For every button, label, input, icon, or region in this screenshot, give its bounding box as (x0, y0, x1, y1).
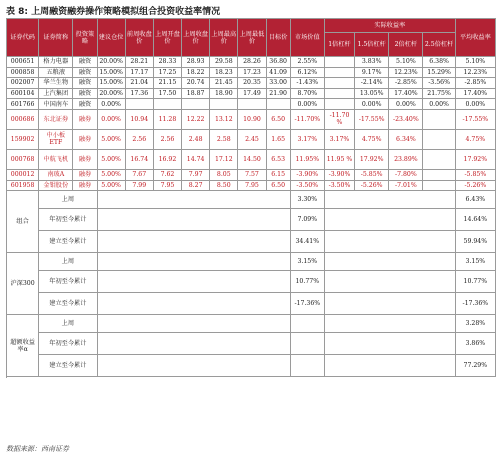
cell-r15: 9.17% (355, 67, 389, 78)
cell-low: 2.45 (238, 129, 266, 149)
cell-code: 601958 (7, 180, 39, 191)
cell-avg: 0.00% (455, 99, 495, 110)
summary-blank (97, 271, 290, 293)
summary-blank (324, 315, 455, 333)
cell-r1 (324, 78, 354, 89)
cell-prev: 10.94 (125, 109, 153, 129)
cell-low: 17.49 (238, 88, 266, 99)
cell-prev: 2.56 (125, 129, 153, 149)
table-row (7, 67, 496, 78)
cell-open: 17.50 (153, 88, 181, 99)
cell-close: 2.48 (182, 129, 210, 149)
table-title (6, 4, 220, 17)
source-note: 数据来源：西南证券 (6, 445, 69, 453)
summary-blank (97, 191, 290, 209)
summary-row (7, 315, 496, 333)
cell-r2: -7.80% (389, 169, 423, 180)
summary-market: 10.77% (290, 271, 324, 293)
summary-blank (97, 253, 290, 271)
cell-high: 17.12 (210, 149, 238, 169)
cell-strategy: 融资 (73, 99, 97, 110)
cell-market: -1.43% (290, 78, 324, 89)
summary-period-label: 上周 (39, 191, 97, 209)
cell-weight: 15.00% (97, 78, 125, 89)
cell-r15: -17.55% (355, 109, 389, 129)
cell-weight: 5.00% (97, 149, 125, 169)
cell-r2: 6.34% (389, 129, 423, 149)
cell-r15: 13.05% (355, 88, 389, 99)
summary-row (7, 333, 496, 355)
summary-blank (97, 293, 290, 315)
summary-blank (324, 253, 455, 271)
summary-avg: 14.64% (455, 209, 495, 231)
cell-r25 (423, 129, 455, 149)
summary-period-label: 上周 (39, 315, 97, 333)
cell-r2: -7.01% (389, 180, 423, 191)
cell-low (238, 99, 266, 110)
header-high: 上周最高价 (210, 19, 238, 57)
cell-low: 28.26 (238, 57, 266, 68)
cell-r2: 0.00% (389, 99, 423, 110)
cell-code: 000686 (7, 109, 39, 129)
summary-row (7, 191, 496, 209)
cell-target: 21.90 (266, 88, 290, 99)
cell-name: 上汽集团 (39, 88, 73, 99)
cell-r15: 4.75% (355, 129, 389, 149)
summary-period-label: 建立至今累计 (39, 293, 97, 315)
cell-target: 36.80 (266, 57, 290, 68)
cell-market: 3.17% (290, 129, 324, 149)
cell-low: 17.23 (238, 67, 266, 78)
cell-r15: 3.83% (355, 57, 389, 68)
cell-code: 000651 (7, 57, 39, 68)
header-close: 上周收盘价 (182, 19, 210, 57)
cell-r25: 0.00% (423, 99, 455, 110)
cell-r2: 23.89% (389, 149, 423, 169)
header-lev15: 1.5倍杠杆 (355, 33, 389, 57)
cell-strategy: 融资 (73, 67, 97, 78)
table-row (7, 129, 496, 149)
summary-blank (324, 231, 455, 253)
cell-r25: -3.56% (423, 78, 455, 89)
summary-blank (324, 191, 455, 209)
table-row (7, 149, 496, 169)
cell-strategy: 融券 (73, 109, 97, 129)
summary-row (7, 231, 496, 253)
summary-period-label: 建立至今累计 (39, 355, 97, 377)
summary-row (7, 355, 496, 377)
cell-target: 6.50 (266, 109, 290, 129)
header-lev2: 2倍杠杆 (389, 33, 423, 57)
cell-target: 1.65 (266, 129, 290, 149)
summary-avg: 6.43% (455, 191, 495, 209)
cell-market: 0.00% (290, 99, 324, 110)
cell-r1: -3.90% (324, 169, 354, 180)
summary-group-label: 沪深300 (7, 253, 39, 315)
cell-r1: 11.95 % (324, 149, 354, 169)
cell-avg: -2.85% (455, 78, 495, 89)
summary-blank (324, 271, 455, 293)
summary-market: -17.36% (290, 293, 324, 315)
cell-weight: 5.00% (97, 129, 125, 149)
cell-market: -3.50% (290, 180, 324, 191)
cell-name: 中国南车 (39, 99, 73, 110)
cell-avg: -5.26% (455, 180, 495, 191)
cell-high: 18.90 (210, 88, 238, 99)
table-row (7, 109, 496, 129)
summary-market (290, 315, 324, 333)
summary-group-label: 组合 (7, 191, 39, 253)
cell-avg: 17.92% (455, 149, 495, 169)
cell-open: 17.25 (153, 67, 181, 78)
cell-strategy: 融资 (73, 78, 97, 89)
cell-low: 7.95 (238, 180, 266, 191)
summary-period-label: 年初至今累计 (39, 209, 97, 231)
summary-market: 3.15% (290, 253, 324, 271)
cell-r15: 17.92% (355, 149, 389, 169)
summary-market (290, 333, 324, 355)
cell-open: 28.33 (153, 57, 181, 68)
summary-avg: 3.28% (455, 315, 495, 333)
cell-r1: 3.17% (324, 129, 354, 149)
header-avg: 平均收益率 (455, 19, 495, 57)
summary-row (7, 271, 496, 293)
cell-r1 (324, 57, 354, 68)
summary-avg: 59.94% (455, 231, 495, 253)
summary-blank (97, 355, 290, 377)
table-row (7, 180, 496, 191)
header-weight: 建议仓位 (97, 19, 125, 57)
header-prev-close: 前周收盘价 (125, 19, 153, 57)
cell-high: 8.50 (210, 180, 238, 191)
cell-code: 002007 (7, 78, 39, 89)
cell-r1 (324, 67, 354, 78)
cell-r2: -2.85% (389, 78, 423, 89)
cell-strategy: 融券 (73, 129, 97, 149)
cell-r15: -5.26% (355, 180, 389, 191)
header-low: 上周最低价 (238, 19, 266, 57)
table-row (7, 169, 496, 180)
cell-market: 2.55% (290, 57, 324, 68)
cell-avg: 17.40% (455, 88, 495, 99)
cell-r2: 17.40% (389, 88, 423, 99)
cell-name: 中航飞机 (39, 149, 73, 169)
cell-r25: 21.75% (423, 88, 455, 99)
cell-avg: 4.75% (455, 129, 495, 149)
cell-r2: 12.23% (389, 67, 423, 78)
cell-r25 (423, 180, 455, 191)
cell-market: 11.95% (290, 149, 324, 169)
summary-blank (324, 293, 455, 315)
cell-avg: 5.10% (455, 57, 495, 68)
cell-close: 7.97 (182, 169, 210, 180)
summary-blank (97, 333, 290, 355)
summary-blank (324, 355, 455, 377)
cell-high: 8.05 (210, 169, 238, 180)
cell-low: 10.90 (238, 109, 266, 129)
summary-blank (324, 333, 455, 355)
header-market: 市场价值 (290, 19, 324, 57)
cell-prev: 7.99 (125, 180, 153, 191)
cell-market: -11.70% (290, 109, 324, 129)
cell-target: 6.53 (266, 149, 290, 169)
cell-prev: 7.67 (125, 169, 153, 180)
cell-weight: 0.00% (97, 99, 125, 110)
cell-r2: -23.40% (389, 109, 423, 129)
cell-name: 格力电器 (39, 57, 73, 68)
cell-high: 18.23 (210, 67, 238, 78)
cell-prev: 16.74 (125, 149, 153, 169)
cell-prev: 21.04 (125, 78, 153, 89)
cell-open: 2.56 (153, 129, 181, 149)
cell-close: 8.27 (182, 180, 210, 191)
table-row (7, 88, 496, 99)
cell-r25: 6.38% (423, 57, 455, 68)
table-number: 表 8: (6, 7, 28, 17)
cell-close: 20.74 (182, 78, 210, 89)
cell-r2: 5.10% (389, 57, 423, 68)
cell-high (210, 99, 238, 110)
table-row (7, 57, 496, 68)
cell-code: 000768 (7, 149, 39, 169)
summary-period-label: 年初至今累计 (39, 271, 97, 293)
table-row (7, 78, 496, 89)
cell-weight: 20.00% (97, 57, 125, 68)
cell-prev (125, 99, 153, 110)
cell-name: 华兰生物 (39, 78, 73, 89)
cell-close: 18.87 (182, 88, 210, 99)
summary-period-label: 上周 (39, 253, 97, 271)
cell-low: 20.35 (238, 78, 266, 89)
summary-avg: 3.86% (455, 333, 495, 355)
cell-market: 8.70% (290, 88, 324, 99)
cell-r25 (423, 149, 455, 169)
summary-avg: 3.15% (455, 253, 495, 271)
summary-market (290, 355, 324, 377)
cell-code: 600104 (7, 88, 39, 99)
summary-blank (97, 231, 290, 253)
cell-market: 6.12% (290, 67, 324, 78)
summary-blank (97, 315, 290, 333)
table-row (7, 99, 496, 110)
table-body (7, 57, 496, 377)
summary-row (7, 253, 496, 271)
header-lev25: 2.5倍杠杆 (423, 33, 455, 57)
cell-r25 (423, 169, 455, 180)
cell-close: 18.22 (182, 67, 210, 78)
cell-name: 东北证券 (39, 109, 73, 129)
cell-high: 13.12 (210, 109, 238, 129)
summary-blank (324, 209, 455, 231)
cell-prev: 17.36 (125, 88, 153, 99)
cell-close: 28.93 (182, 57, 210, 68)
summary-row (7, 293, 496, 315)
header-name: 证券简称 (39, 19, 73, 57)
cell-strategy: 融券 (73, 169, 97, 180)
header-lev1: 1倍杠杆 (324, 33, 354, 57)
header-open: 上周开盘价 (153, 19, 181, 57)
summary-avg: -17.36% (455, 293, 495, 315)
cell-open: 7.95 (153, 180, 181, 191)
cell-open (153, 99, 181, 110)
summary-avg: 77.29% (455, 355, 495, 377)
cell-name: 五粮液 (39, 67, 73, 78)
cell-strategy: 融资 (73, 88, 97, 99)
cell-market: -3.90% (290, 169, 324, 180)
cell-high: 2.58 (210, 129, 238, 149)
cell-open: 11.28 (153, 109, 181, 129)
summary-row (7, 209, 496, 231)
cell-code: 159902 (7, 129, 39, 149)
cell-target (266, 99, 290, 110)
cell-r1 (324, 99, 354, 110)
cell-low: 14.50 (238, 149, 266, 169)
summary-market: 3.30% (290, 191, 324, 209)
header-code: 证券代码 (7, 19, 39, 57)
cell-strategy: 融券 (73, 180, 97, 191)
cell-weight: 15.00% (97, 67, 125, 78)
cell-name: 金钼股份 (39, 180, 73, 191)
summary-market: 7.09% (290, 209, 324, 231)
summary-group-label: 超额收益率α (7, 315, 39, 377)
summary-blank (97, 209, 290, 231)
header-strategy: 投资策略 (73, 19, 97, 57)
cell-prev: 17.17 (125, 67, 153, 78)
cell-weight: 5.00% (97, 180, 125, 191)
cell-open: 7.62 (153, 169, 181, 180)
table-title-text: 上周融资融券操作策略模拟组合投资收益率情况 (31, 7, 221, 17)
summary-period-label: 年初至今累计 (39, 333, 97, 355)
cell-r1: -11.70 % (324, 109, 354, 129)
cell-strategy: 融资 (73, 57, 97, 68)
cell-name: 中小板ETF (39, 129, 73, 149)
cell-strategy: 融券 (73, 149, 97, 169)
portfolio-table (6, 18, 496, 377)
cell-r25: 15.29% (423, 67, 455, 78)
cell-r15: -2.14% (355, 78, 389, 89)
table-header (7, 19, 496, 57)
cell-code: 601766 (7, 99, 39, 110)
cell-close (182, 99, 210, 110)
cell-code: 000012 (7, 169, 39, 180)
cell-avg: -17.55% (455, 109, 495, 129)
cell-weight: 0.00% (97, 109, 125, 129)
cell-r15: -5.85% (355, 169, 389, 180)
cell-high: 21.45 (210, 78, 238, 89)
cell-close: 12.22 (182, 109, 210, 129)
summary-period-label: 建立至今累计 (39, 231, 97, 253)
cell-weight: 20.00% (97, 88, 125, 99)
cell-target: 41.09 (266, 67, 290, 78)
header-actual-return: 实际收益率 (324, 19, 455, 33)
cell-close: 14.74 (182, 149, 210, 169)
cell-prev: 28.21 (125, 57, 153, 68)
cell-avg: -5.85% (455, 169, 495, 180)
cell-high: 29.58 (210, 57, 238, 68)
cell-r1: -3.50% (324, 180, 354, 191)
cell-r1 (324, 88, 354, 99)
cell-target: 33.00 (266, 78, 290, 89)
cell-weight: 5.00% (97, 169, 125, 180)
cell-r15: 0.00% (355, 99, 389, 110)
cell-name: 南玻A (39, 169, 73, 180)
header-target: 目标价 (266, 19, 290, 57)
cell-code: 000858 (7, 67, 39, 78)
summary-market: 34.41% (290, 231, 324, 253)
cell-open: 16.92 (153, 149, 181, 169)
cell-target: 6.50 (266, 180, 290, 191)
cell-open: 21.15 (153, 78, 181, 89)
cell-r25 (423, 109, 455, 129)
cell-target: 6.15 (266, 169, 290, 180)
cell-avg: 12.23% (455, 67, 495, 78)
cell-low: 7.57 (238, 169, 266, 180)
summary-avg: 10.77% (455, 271, 495, 293)
